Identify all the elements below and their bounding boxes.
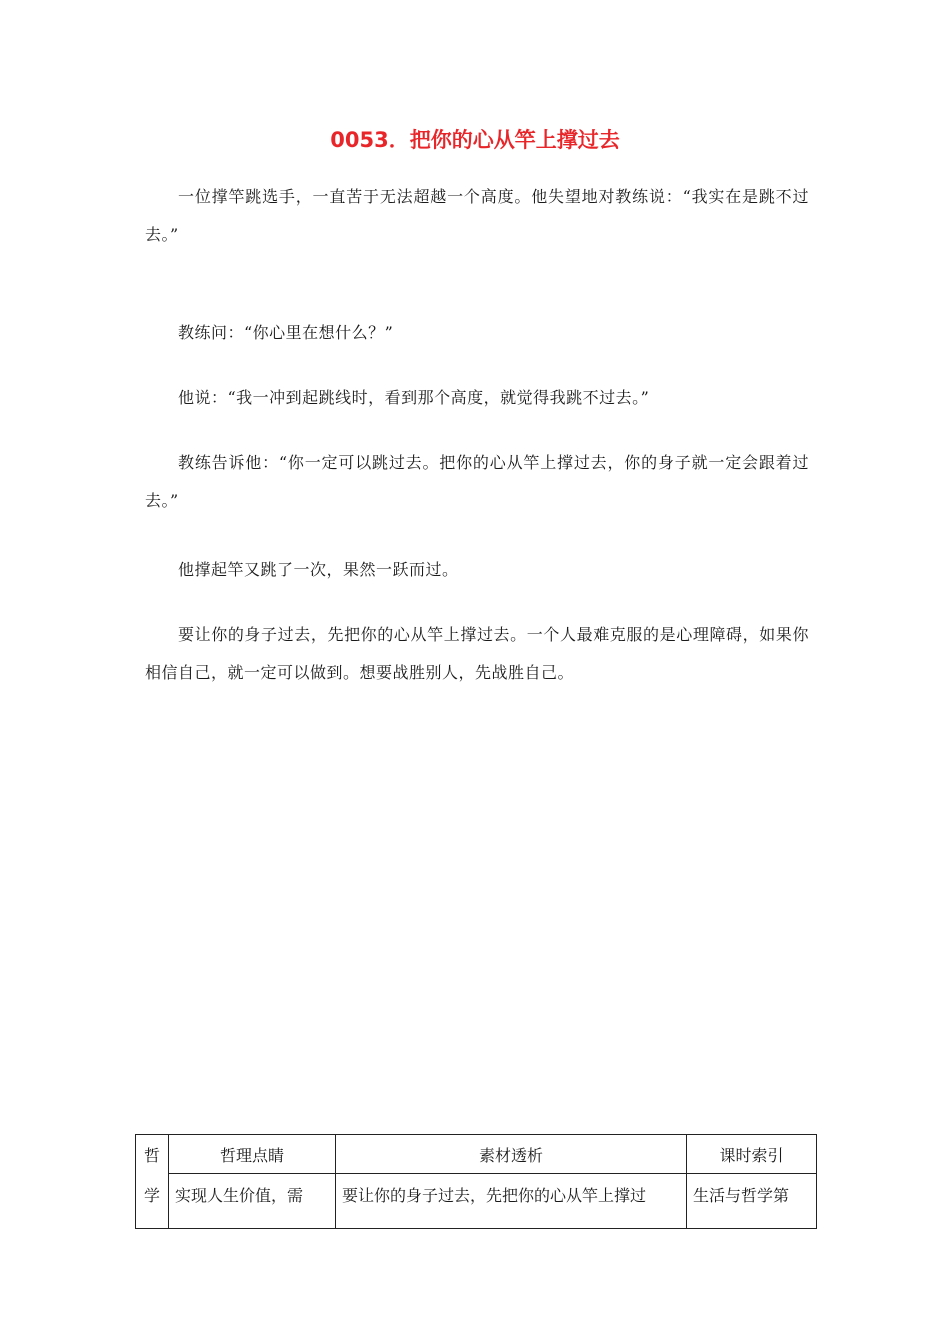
paragraph-4: 教练告诉他：“你一定可以跳过去。把你的心从竿上撑过去，你的身子就一定会跟着过去。”	[145, 453, 809, 510]
paragraph-1: 一位撑竿跳选手，一直苦于无法超越一个高度。他失望地对教练说：“我实在是跳不过去。”	[145, 187, 809, 244]
paragraph-3: 他说：“我一冲到起跳线时，看到那个高度，就觉得我跳不过去。”	[178, 388, 650, 407]
header-cell: 哲理点睛	[169, 1135, 336, 1174]
header-cell: 课时索引	[687, 1135, 817, 1174]
paragraph-5: 他撑起竿又跳了一次，果然一跃而过。	[178, 560, 459, 579]
table-cell: 实现人生价值，需	[169, 1174, 336, 1229]
header-cell: 素材透析	[336, 1135, 687, 1174]
paragraph-2: 教练问：“你心里在想什么？”	[178, 323, 394, 342]
table-row	[136, 1174, 817, 1229]
side-label-bottom: 学	[136, 1174, 169, 1229]
table-cell: 生活与哲学第	[687, 1174, 817, 1229]
table-cell: 要让你的身子过去，先把你的心从竿上撑过	[336, 1174, 687, 1229]
table-header-row	[136, 1135, 817, 1174]
reference-table	[135, 1134, 817, 1229]
side-label-top: 哲	[136, 1135, 169, 1174]
paragraph-6: 要让你的身子过去，先把你的心从竿上撑过去。一个人最难克服的是心理障碍，如果你相信自己，就一定可以做到。想要战胜别人，先战胜自己。	[145, 625, 809, 682]
page-title: 0053．把你的心从竿上撑过去	[330, 128, 620, 152]
